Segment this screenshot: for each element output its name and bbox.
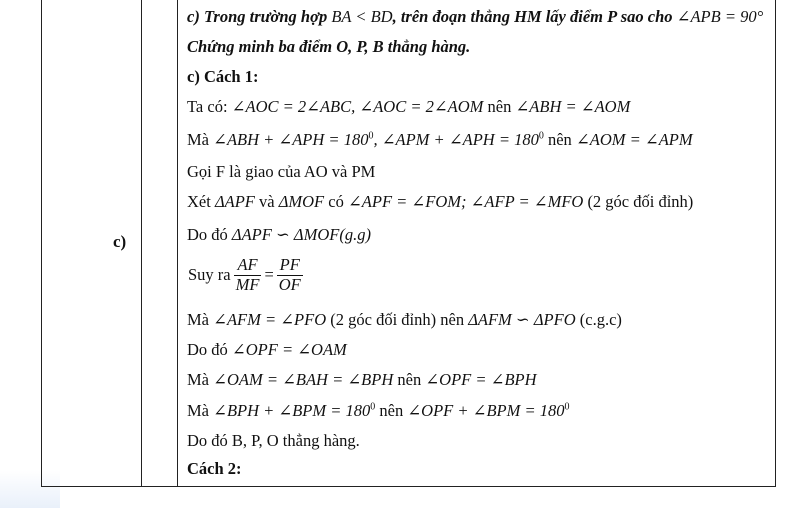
column-divider-2 (177, 0, 178, 486)
proof-line: Ta có: ∠AOC = 2∠ABC, ∠AOC = 2∠AOM nên ∠ABH = ∠AOM (187, 97, 631, 116)
column-divider-1 (141, 0, 142, 486)
problem-prove-line: Chứng minh ba điểm O, P, B thẳng hàng. (187, 37, 471, 56)
fraction: $\frac{AF}{MF}$ (235, 255, 260, 294)
fraction: $\frac{PF}{OF}$ (278, 255, 301, 294)
proof-line: Do đó ∠OPF = ∠OAM (187, 340, 347, 359)
proof-line: Mà ∠BPH + ∠BPM = $180^0$ nên ∠OPF + ∠BPM = $180^0$ (187, 401, 570, 420)
proof-line: Mà ∠OAM = ∠BAH = ∠BPH nên ∠OPF = ∠BPH (187, 370, 537, 389)
proof-line: Do đó ΔAPF ∽ ΔMOF(g.g) (187, 225, 371, 244)
proof-line: Mà ∠AFM = ∠PFO (2 góc đối đỉnh) nên ΔAFM ∽ ΔPFO (c.g.c) (187, 310, 622, 329)
method-2-heading: Cách 2: (187, 459, 242, 478)
method-1-heading: c) Cách 1: (187, 67, 259, 86)
proof-line: Xét ΔAPF và ΔMOF có ∠APF = ∠FOM; ∠AFP = ∠MFO (2 góc đối đỉnh) (187, 192, 694, 211)
problem-statement-line: c) Trong trường hợp BA < BD, trên đoạn thẳng HM lấy điểm P sao cho ∠APB = 90° (187, 7, 764, 26)
fraction-line: Suy ra $\frac{AF}{MF}$ = $\frac{PF}{OF}$ (188, 255, 301, 294)
proof-line: Gọi F là giao của AO và PM (187, 162, 376, 181)
proof-conclusion: Do đó B, P, O thẳng hàng. (187, 431, 360, 450)
row-label: c) (113, 232, 127, 251)
proof-line: Mà ∠ABH + ∠APH = $180^0$, ∠APM + ∠APH = $180^0$ nên ∠AOM = ∠APM (187, 130, 693, 149)
